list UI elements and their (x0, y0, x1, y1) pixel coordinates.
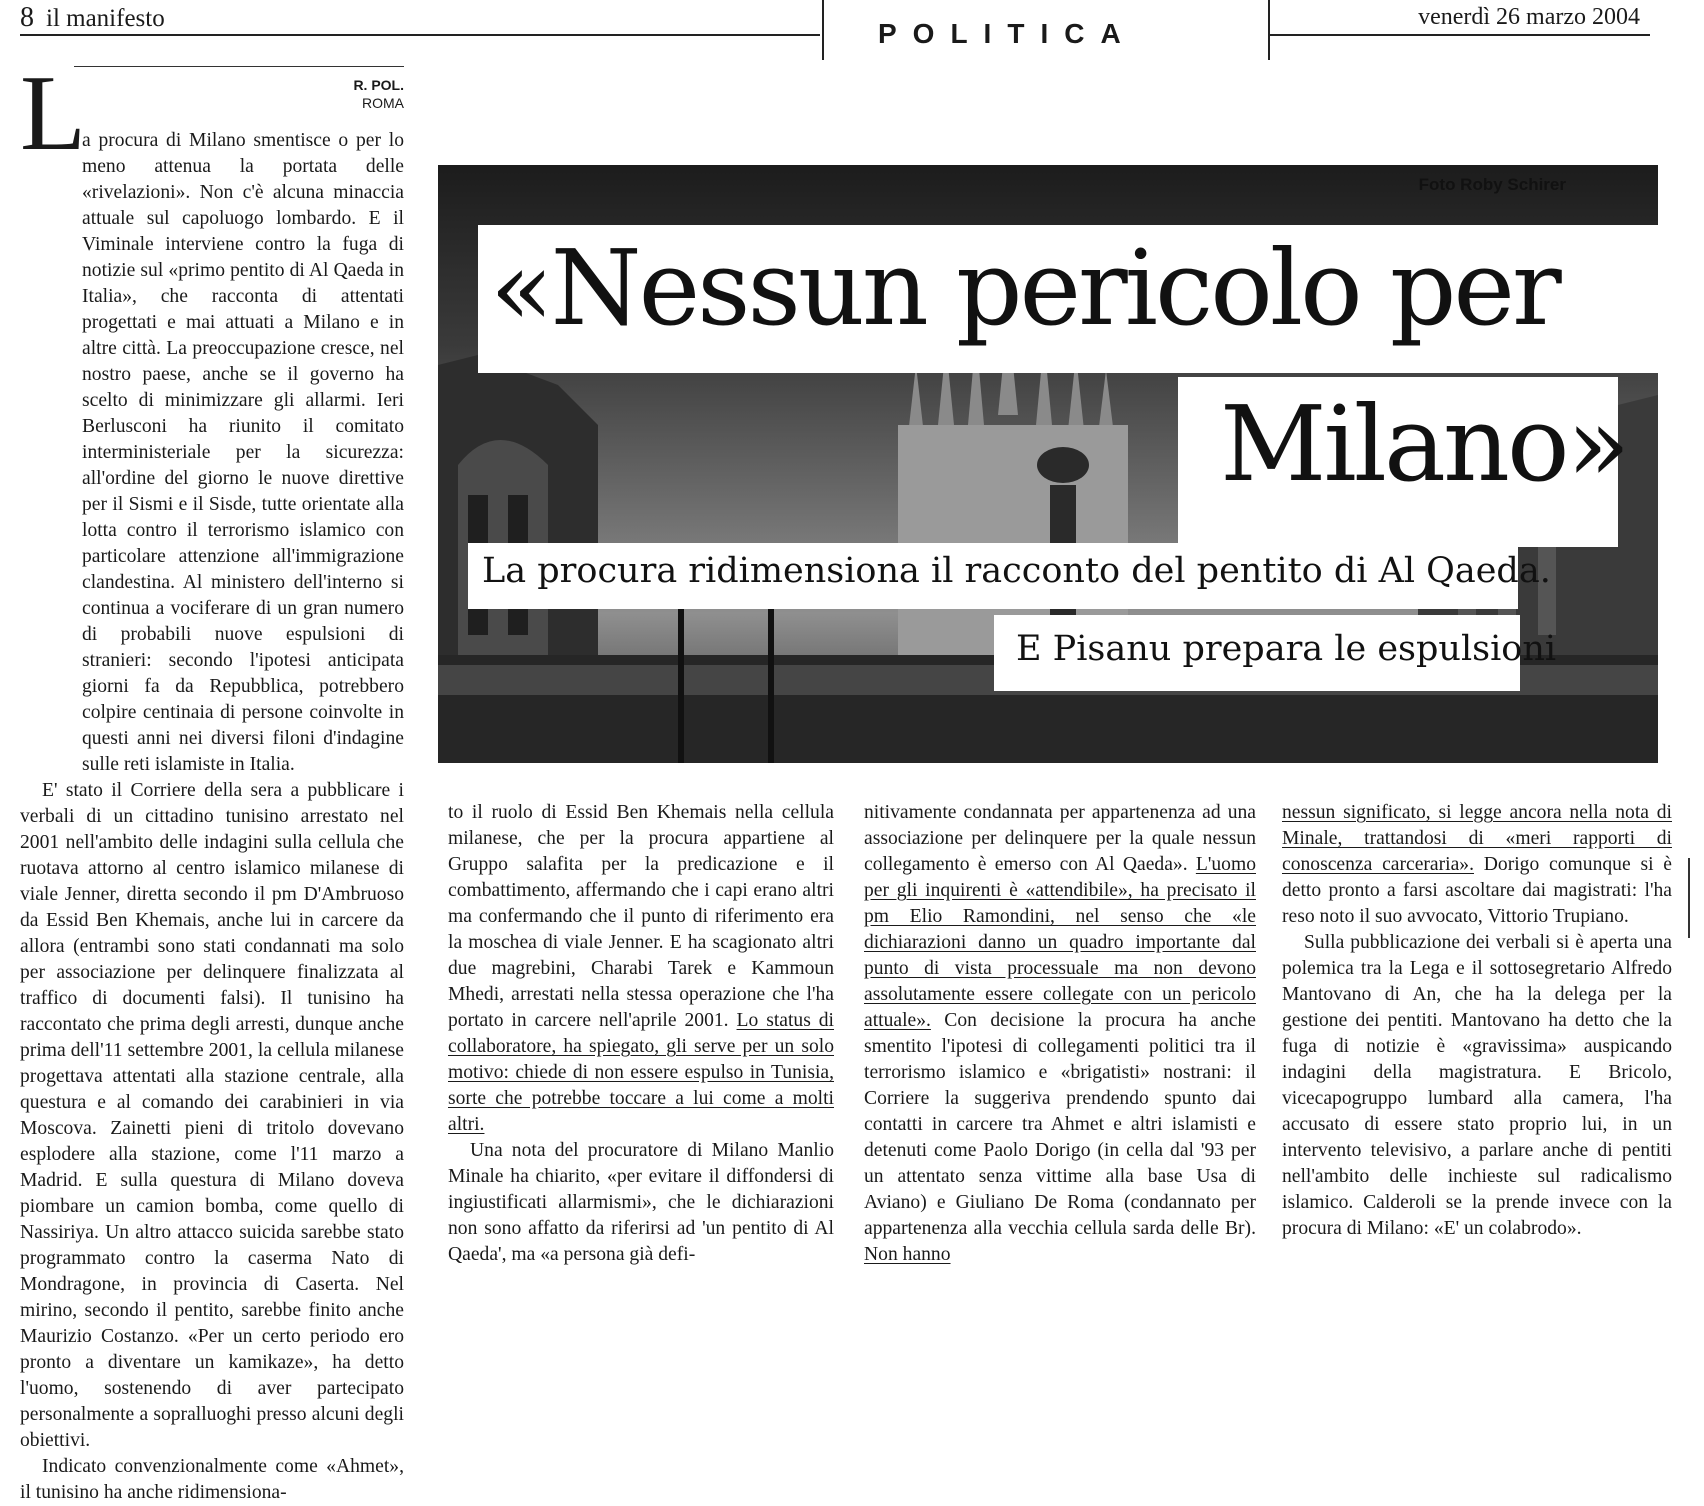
header-divider-right (1268, 0, 1270, 60)
header-rule-right (1270, 34, 1650, 36)
article-column-4 (1282, 800, 1672, 1270)
underlined-passage: Lo status di collaboratore, ha spiegato, gli serve per un solo motivo: chiede di non essere espulso in Tunisia, sorte che potrebbe toccare a lui come a molti altri. (448, 1010, 835, 1135)
byline (300, 76, 404, 112)
margin-mark (1688, 858, 1690, 938)
paragraph (864, 800, 1256, 1268)
text-run: to il ruolo di Essid Ben Khemais nella cellula milanese, che per la procura appartiene al Gruppo salafita per la predicazione e il combattimento, affermando che i capi erano altri ma confermando che il punto di riferimento era la moschea di viale Jenner. E ha scagionato altri due magrebini, Charabi Tarek e Kammoun Mhedi, arrestati nella stessa operazione che l'ha portato in carcere nell'aprile 2001. (448, 802, 834, 1031)
underlined-passage: L'uomo per gli inquirenti è «attendibile», ha precisato il pm Elio Ramondini, nel senso che «le dichiarazioni danno un quadro importante dal punto di vista processuale ma non devono assolutamente essere collegate con un pericolo attuale». (864, 854, 1256, 1031)
header-divider-left (822, 0, 824, 60)
page-number: 8 (20, 2, 34, 33)
masthead-title: il manifesto (46, 5, 165, 32)
article-column-3 (864, 800, 1256, 1270)
text-run: Dorigo comunque si è detto pronto a farsi ascoltare dai magistrati: l'ha reso noto il suo avvocato, Vittorio Trupiano. (1282, 854, 1672, 927)
text-run: Con decisione la procura ha anche smentito l'ipotesi di collegamenti politici tra il terrorismo islamico e «brigatisti» nostrani: il Corriere la suggeriva prendendo spunto dai contatti in carcere tra Ahmet e altri islamisti e detenuti come Paolo Dorigo (in cella dal '93 per un attentato senza vittime alla base Usa di Aviano) e Giuliano De Roma (condannato per appartenenza alla vecchia cellula sarda delle Br). (864, 1010, 1256, 1239)
paragraph (448, 800, 834, 1138)
text-run: nitivamente condannata per appartenenza ad una associazione per delinquere per la quale nessun collegamento è emerso con Al Qaeda». (864, 802, 1256, 875)
paragraph: E' stato il Corriere della sera a pubblicare i verbali di un cittadino tunisino arrestato nel 2001 nell'ambito delle indagini sulla cellula che ruotava attorno al centro islamico milanese di viale Jenner, diretta secondo il pm D'Ambruoso da Essid Ben Khemais, anche lui in carcere da allora (entrambi sono stati condannati ma solo per associazione per delinquere finalizzata al traffico di documenti falsi). Il tunisino ha raccontato che prima degli arresti, dunque anche prima dell'11 settembre 2001, la cellula milanese progettava attentati alla stazione centrale, alla questura e al comando dei carabinieri in via Moscova. Zainetti pieni di tritolo dovevano esplodere alla stazione, come l'11 marzo a Madrid. E sulla questura di Milano doveva piombare un camion bomba, come quello di Nassiriya. Un altro attacco suicida sarebbe stato programmato contro la caserma Nato di Mondragone, in provincia di Caserta. Nel mirino, secondo il pentito, sarebbe finito anche Maurizio Costanzo. «Per un certo periodo ero pronto a diventare un kamikaze», ha detto l'uomo, sostenendo di aver partecipato personalmente a sopralluoghi presso alcuni degli obiettivi. (20, 780, 404, 1451)
paragraph: a procura di Milano smentisce o per lo meno attenua la portata delle «rivelazioni». Non c'è alcuna minaccia attuale sul capoluogo lombardo. E il Viminale interviene contro la fuga di notizie sul «primo pentito di Al Qaeda in Italia», che racconta di attentati progettati e mai attuati a Milano e in altre città. La preoccupazione cresce, nel nostro paese, anche se il governo ha scelto di minimizzare gli allarmi. Ieri Berlusconi ha riunito il comitato interministeriale per la sicurezza: all'ordine del giorno le nuove direttive per il Sismi e il Sisde, tutte orientate alla lotta contro il terrorismo islamico con particolare attenzione all'immigrazione clandestina. Al ministero dell'interno si continua a vociferare di un gran numero di probabili nuove espulsioni di stranieri: secondo l'ipotesi anticipata giorni fa da Repubblica, potrebbero colpire centinaia di persone coinvolte in questi anni nei diversi filoni d'indagine sulle reti islamiste in Italia. (82, 130, 404, 775)
byline-author: R. POL. (353, 77, 404, 93)
drop-cap: L (20, 54, 86, 173)
issue-date: venerdì 26 marzo 2004 (1418, 4, 1640, 30)
subhead-2: E Pisanu prepara le espulsioni (1016, 629, 1557, 669)
byline-rule (74, 66, 404, 67)
article-column-1 (20, 128, 404, 1503)
header-rule-left (20, 34, 820, 36)
byline-place: ROMA (362, 95, 404, 111)
headline-line-1: «Nessun pericolo per (490, 227, 1559, 349)
article-column-2 (448, 800, 834, 1270)
paragraph: Una nota del procuratore di Milano Manlio Minale ha chiarito, «per evitare il diffondersi di ingiustificati allarmismi», che le dichiarazioni non sono affatto da riferirsi ad 'un pentito di Al Qaeda', ma «a persona già defi- (448, 1140, 834, 1265)
masthead (20, 2, 165, 34)
paragraph: Indicato convenzionalmente come «Ahmet», il tunisino ha anche ridimensiona- (20, 1456, 404, 1503)
section-title: POLITICA (878, 18, 1137, 49)
underlined-passage-end: Non hanno (864, 1244, 951, 1265)
paragraph (1282, 800, 1672, 930)
photo-credit: Foto Roby Schirer (1418, 175, 1566, 194)
subhead-1: La procura ridimensiona il racconto del pentito di Al Qaeda. (482, 551, 1551, 591)
paragraph: Sulla pubblicazione dei verbali si è aperta una polemica tra la Lega e il sottosegretario Alfredo Mantovano di An, che ha la delega per la gestione dei pentiti. Mantovano ha detto che la fuga di notizie è «gravissima» auspicando indagini della magistratura. E Bricolo, vicecapogruppo lumbard alla camera, l'ha accusato di essere stato proprio lui, in un intervento televisivo, a parlare anche di pentiti nell'ambito delle inchieste sul radicalismo islamico. Calderoli se la prende invece con la procura di Milano: «E' un colabrodo». (1282, 932, 1672, 1239)
article-photo (438, 165, 1658, 763)
headline-line-2: Milano» (1220, 383, 1628, 505)
underlined-passage: nessun significato, si legge ancora nella nota di Minale, trattandosi di «meri rapporti di conoscenza carceraria». (1282, 802, 1672, 875)
